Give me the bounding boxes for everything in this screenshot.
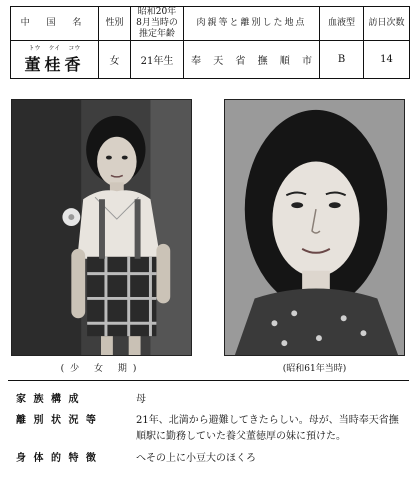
value-visit-count: 14 (364, 41, 410, 79)
header-chinese-name: 中 国 名 (11, 7, 99, 41)
value-sex: 女 (99, 41, 131, 79)
features-text: へその上に小豆大のほくろ (136, 453, 256, 464)
value-separation-place: 奉 天 省 撫 順 市 (184, 41, 320, 79)
name-text: 董桂香 (24, 54, 85, 74)
family-label: 家 族 構 成 (16, 394, 81, 405)
header-separation-place: 肉親等と離別した地点 (184, 7, 320, 41)
header-visit-count: 訪日次数 (364, 7, 410, 41)
family-text: 母 (136, 394, 146, 405)
header-sex: 性別 (99, 7, 131, 41)
value-chinese-name (11, 41, 99, 79)
info-table (10, 6, 410, 79)
childhood-caption: (少 女 期) (60, 364, 143, 374)
features-label: 身 体 的 特 徴 (16, 453, 98, 464)
childhood-photo (11, 99, 192, 356)
adult-caption: (昭和61年当時) (282, 364, 347, 374)
value-age: 21年生 (131, 41, 184, 79)
separation-text: 21年、北満から避難してきたらしい。母が、当時奉天省撫順駅に勤務していた養父董徳厚の妹に預けた。 (136, 415, 399, 442)
section-divider (8, 380, 409, 381)
separation-label: 離 別 状 況 等 (16, 415, 98, 426)
header-age: 昭和20年 8月当時の 推定年齢 (131, 7, 184, 41)
header-blood-type: 血液型 (320, 7, 364, 41)
table-value-row (11, 41, 410, 79)
name-ruby: トウ ケイ コウ (28, 44, 81, 52)
table-header-row (11, 7, 410, 41)
value-blood-type: B (320, 41, 364, 79)
adult-photo (224, 99, 405, 356)
